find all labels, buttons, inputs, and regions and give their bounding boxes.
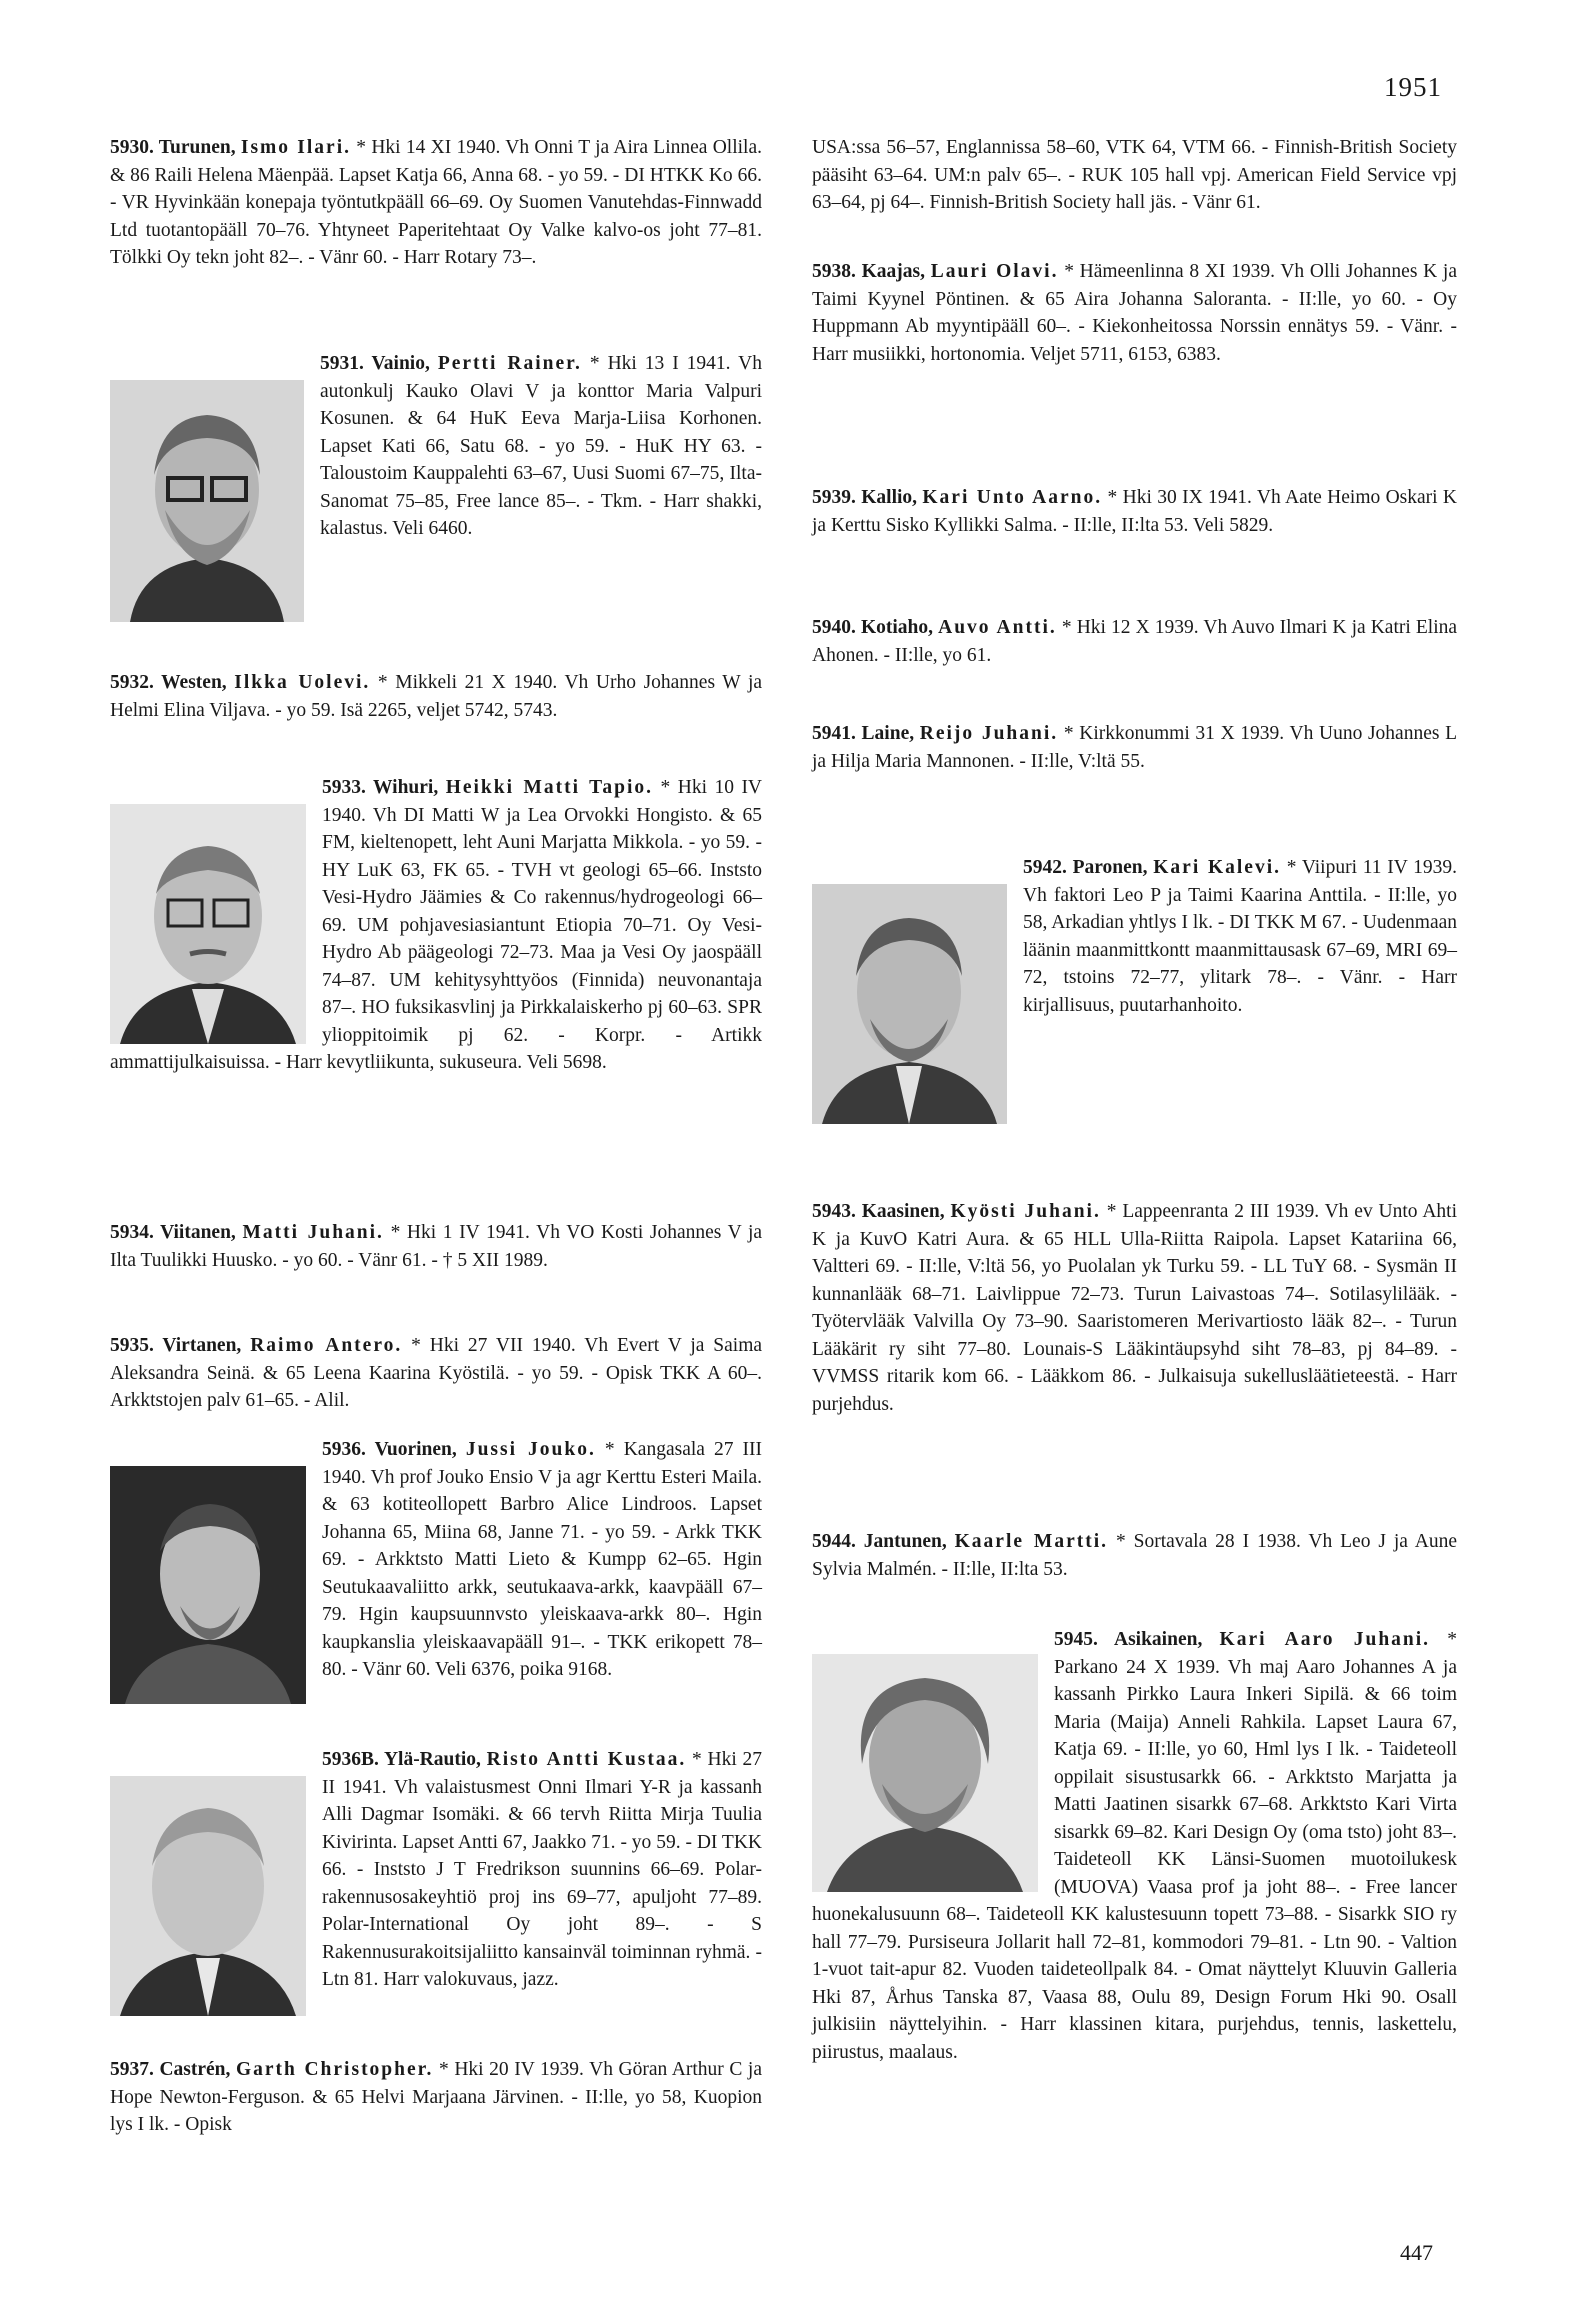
- entry-text: * Hki 14 XI 1940. Vh Onni T ja Aira Linnea Ollila. & 86 Raili Helena Mäenpää. Lapset Katja 66, Anna 68. - yo 59. - DI HTKK Ko 66. - VR Hyvinkään konepaja työntutkpääll 66–69. Oy Suomen Vanutehdas-Finnwadd Ltd tuotantopääll 70–76. Yhtyneet Paperitehtaat Oy Valke kalvo-os joht 77–81. Tölkki Oy tekn joht 82–. - Vänr 60. - Harr Rotary 73–.: [110, 137, 763, 268]
- entry-surname: Laine,: [861, 723, 915, 744]
- entry-text: * Hki 13 I 1941. Vh autonkulj Kauko Olavi V ja konttor Maria Valpuri Kosunen. & 64 HuK Eeva Marja-Liisa Korhonen. Lapset Kati 66, Satu 68. - yo 59. - HuK HY 63. - Taloustoim Kauppalehti 63–67, Uusi Suomi 67–75, Ilta-Sanomat 75–85, Free lance 85–. - Tkm. - Harr shakki, kalastus. Veli 6460.: [320, 353, 762, 539]
- portrait-photo: [812, 1654, 1038, 1892]
- entry-surname: Jantunen,: [863, 1531, 947, 1552]
- page-number: 447: [1400, 2240, 1433, 2265]
- entry-number: 5942.: [1023, 857, 1067, 878]
- entry-5944: [812, 1528, 1457, 1583]
- entry-5941: [812, 720, 1457, 775]
- entry-5937: [110, 2056, 762, 2139]
- entry-5931: [110, 350, 762, 626]
- entry-given-names: Lauri Olavi.: [930, 261, 1059, 282]
- entry-surname: Turunen,: [158, 137, 236, 158]
- entry-5936b: [110, 1746, 762, 2020]
- entry-5937-continued: [812, 134, 1457, 217]
- entry-number: 5937.: [110, 2059, 154, 2080]
- entry-surname: Vainio,: [371, 353, 430, 374]
- entry-text: * Mikkeli 21 X 1940. Vh Urho Johannes W ja Helmi Elina Viljava. - yo 59. Isä 2265, veljet 5742, 5743.: [110, 672, 763, 721]
- entry-given-names: Kaarle Martti.: [954, 1531, 1109, 1552]
- entry-text: * Hki 1 IV 1941. Vh VO Kosti Johannes V ja Ilta Tuulikki Huusko. - yo 60. - Vänr 61. - † 5 XII 1989.: [110, 1222, 763, 1271]
- entry-given-names: Heikki Matti Tapio.: [445, 777, 654, 798]
- entry-given-names: Risto Antti Kustaa.: [486, 1749, 687, 1770]
- entry-5938: [812, 258, 1457, 368]
- entry-given-names: Auvo Antti.: [938, 617, 1057, 638]
- entry-number: 5936B.: [322, 1749, 379, 1770]
- entry-surname: Ylä-Rautio,: [383, 1749, 481, 1770]
- entry-text: * Hki 27 II 1941. Vh valaistusmest Onni Ilmari Y-R ja kassanh Alli Dagmar Isomäki. & 66 tervh Riitta Mirja Tuulia Kivirinta. Lapset Antti 67, Jaakko 71. - yo 59. - DI TKK 66. - Inststo J T Fredrikson suunnins 66–69. Polar-rakennusosakeyhtiö proj ins 69–77, apuljoht 77–89. Polar-International Oy joht 89–. - S Rakennusurakoitsijaliitto kansainväl toiminnan ryhmä. - Ltn 81. Harr valokuvaus, jazz.: [322, 1749, 763, 1990]
- entry-given-names: Matti Juhani.: [242, 1222, 384, 1243]
- portrait-photo: [110, 804, 306, 1044]
- entry-text: * Kirkkonummi 31 X 1939. Vh Uuno Johannes L ja Hilja Maria Mannonen. - II:lle, V:ltä 55.: [812, 723, 1458, 772]
- entry-given-names: Ismo Ilari.: [240, 137, 352, 158]
- entry-5939: [812, 484, 1457, 539]
- entry-number: 5933.: [322, 777, 366, 798]
- entry-text: * Hki 10 IV 1940. Vh DI Matti W ja Lea Orvokki Hongisto. & 65 FM, kieltenopett, leht Auni Marjatta Mikkola. - yo 59. - HY LuK 63, FK 65. - TVH vt geologi 65–66. Inststo Vesi-Hydro Jäämies & Co rakennus/hydrogeologi 66–69. UM pohjavesiasiantunt Etiopia 70–71. Oy Vesi-Hydro Ab päägeologi 72–73. Maa ja Vesi Oy jaospääll 74–87. UM kehitysyhttyöos (Finnida) neuvonantaja 87–. HO fuksikasvlinj ja Pirkkalaiskerho pj 60–63. SPR ylioppitoimik pj 62. - Korpr. - Artikk ammattijulkaisuissa. - Harr kevytliikunta, sukuseura. Veli 5698.: [110, 777, 763, 1073]
- entry-5930: [110, 134, 762, 272]
- entry-given-names: Kari Unto Aarno.: [922, 487, 1103, 508]
- entry-text: * Hki 27 VII 1940. Vh Evert V ja Saima Aleksandra Seinä. & 65 Leena Kaarina Kyöstilä. - yo 59. - Opisk TKK A 60–. Arkktstojen palv 61–65. - Alil.: [110, 1335, 763, 1411]
- entry-surname: Westen,: [161, 672, 227, 693]
- entry-text: * Hämeenlinna 8 XI 1939. Vh Olli Johannes K ja Taimi Kyynel Pöntinen. & 65 Aira Johanna Saloranta. - II:lle, yo 60. - Oy Huppmann Ab myyntipääll 60–. - Kiekonheitossa Norssin ennätys 59. - Vänr. - Harr musiikki, hortonomia. Veljet 5711, 6153, 6383.: [812, 261, 1457, 365]
- entry-number: 5936.: [322, 1439, 366, 1460]
- entry-5932: [110, 669, 762, 724]
- entry-number: 5932.: [110, 672, 154, 693]
- entry-surname: Wihuri,: [373, 777, 439, 798]
- entry-given-names: Jussi Jouko.: [465, 1439, 596, 1460]
- portrait-photo: [110, 380, 304, 622]
- entry-number: 5940.: [812, 617, 856, 638]
- entry-surname: Kaasinen,: [861, 1201, 945, 1222]
- page-year: 1951: [1384, 72, 1442, 102]
- entry-5945: [812, 1626, 1457, 2066]
- entry-given-names: Raimo Antero.: [250, 1335, 403, 1356]
- entry-surname: Kallio,: [861, 487, 918, 508]
- entry-surname: Vuorinen,: [374, 1439, 457, 1460]
- entry-text: * Sortavala 28 I 1938. Vh Leo J ja Aune Sylvia Malmén. - II:lle, II:lta 53.: [812, 1531, 1458, 1580]
- entry-surname: Viitanen,: [160, 1222, 236, 1243]
- entry-5940: [812, 614, 1457, 669]
- entry-5936: [110, 1436, 762, 1708]
- entry-number: 5930.: [110, 137, 154, 158]
- entry-given-names: Kari Aaro Juhani.: [1219, 1629, 1431, 1650]
- entry-given-names: Ilkka Uolevi.: [234, 672, 371, 693]
- entry-given-names: Garth Christopher.: [235, 2059, 434, 2080]
- portrait-photo: [812, 884, 1007, 1124]
- entry-number: 5935.: [110, 1335, 154, 1356]
- entry-text: * Lappeenranta 2 III 1939. Vh ev Unto Ahti K ja KuvO Katri Aura. & 65 HLL Ulla-Riitta Raipola. Lapset Katariina 66, Valtteri 69. - II:lle, V:ltä 56, yo Puolalan yk Turku 59. - LL TuY 68. - Sysmän II kunnanlääk 68–71. Laivlippue 72–73. Turun Laivastoas 74–. Sotilasylilääk. - Työtervlääk Valvilla Oy 73–90. Saaristomeren Merivartiosto lääk 82–. - Turun Lääkärit ry siht 77–80. Lounais-S Lääkintäupsyhd siht 78–83, pj 84–89. - VVMSS ritarik kom 66. - Lääkkom 86. - Julkaisuja sukellusläätieteestä. - Harr purjehdus.: [812, 1201, 1458, 1415]
- entry-number: 5934.: [110, 1222, 154, 1243]
- entry-text: * Viipuri 11 IV 1939. Vh faktori Leo P ja Taimi Kaarina Anttila. - II:lle, yo 58, Arkadian yhtlys I lk. - DI TKK M 67. - Uudenmaan läänin maanmittkontt maanmittausask 67–69, MRI 69–72, tstoins 72–77, ylitark 78–. - Vänr. - Harr kirjallisuus, puutarhanhoito.: [1023, 857, 1458, 1016]
- entry-number: 5945.: [1054, 1629, 1098, 1650]
- entry-text: * Parkano 24 X 1939. Vh maj Aaro Johannes A ja kassanh Pirkko Laura Inkeri Sipilä. & 66 toim Maria (Maija) Anneli Rahkila. Lapset Laura 67, Katja 69. - II:lle, yo 60, Hml lys I lk. - Taideteoll oppilait sisustusarkk 66. - Arkktsto Marjatta ja Matti Jaatinen sisarkk 67–68. Arkktsto Kari Virta sisarkk 69–82. Kari Design Oy (oma tsto) joht 83–. Taideteoll KK Länsi-Suomen muotoilukesk (MUOVA) Vaasa prof ja joht 88–. - Free lancer huonekalusuunn 68–. Taideteoll KK kalustesuunn topett 73–88. - Sisarkk SIO ry hall 77–79. Pursiseura Jollarit hall 72–81, kommodori 79–81. - Ltn 90. - Valtion 1-vuot tait-apur 82. Vuoden taideteollpalk 84. - Omat näyttelyt Kluuvin Galleria Hki 87, Århus Tanska 87, Vaasa 88, Oulu 89, Design Forum Hki 90. Osall julkisiin näyttelyihin. - Harr klassinen kitara, purjehdus, tennis, laskettelu, piirustus, maalaus.: [812, 1629, 1457, 2063]
- entry-text: USA:ssa 56–57, Englannissa 58–60, VTK 64, VTM 66. - Finnish-British Society pääsiht 63–64. UM:n palv 65–. - RUK 105 hall vpj. American Field Service vpj 63–64, pj 64–. Finnish-British Society hall jäs. - Vänr 61.: [812, 137, 1457, 213]
- entry-5943: [812, 1198, 1457, 1418]
- entry-text: * Hki 20 IV 1939. Vh Göran Arthur C ja Hope Newton-Ferguson. & 65 Helvi Marjaana Järvinen. - II:lle, yo 58, Kuopion lys I lk. - Opisk: [110, 2059, 762, 2135]
- entry-surname: Kotiaho,: [860, 617, 934, 638]
- entry-5942: [812, 854, 1457, 1128]
- entry-number: 5943.: [812, 1201, 856, 1222]
- portrait-photo: [110, 1466, 306, 1704]
- entry-number: 5944.: [812, 1531, 856, 1552]
- entry-surname: Castrén,: [159, 2059, 231, 2080]
- entry-5935: [110, 1332, 762, 1415]
- entry-given-names: Reijo Juhani.: [919, 723, 1059, 744]
- entry-given-names: Pertti Rainer.: [437, 353, 582, 374]
- entry-number: 5931.: [320, 353, 364, 374]
- entry-text: * Hki 12 X 1939. Vh Auvo Ilmari K ja Katri Elina Ahonen. - II:lle, yo 61.: [812, 617, 1458, 666]
- entry-surname: Virtanen,: [162, 1335, 242, 1356]
- entry-number: 5939.: [812, 487, 856, 508]
- entry-surname: Kaajas,: [861, 261, 925, 282]
- entry-surname: Asikainen,: [1114, 1629, 1203, 1650]
- entry-5934: [110, 1219, 762, 1274]
- entry-given-names: Kyösti Juhani.: [950, 1201, 1101, 1222]
- entry-text: * Hki 30 IX 1941. Vh Aate Heimo Oskari K ja Kerttu Sisko Kyllikki Salma. - II:lle, II:lta 53. Veli 5829.: [812, 487, 1458, 536]
- entry-text: * Kangasala 27 III 1940. Vh prof Jouko Ensio V ja agr Kerttu Esteri Maila. & 63 kotiteollopett Barbro Alice Lindroos. Lapset Johanna 65, Miina 68, Janne 71. - yo 59. - Arkk TKK 69. - Arkktsto Matti Lieto & Kumpp 62–65. Hgin Seutukaavaliitto arkk, seutukaava-arkk, kaavpääll 67–79. Hgin kaupsuunnvsto yleiskaava-arkk 80–. Hgin kaupkanslia yleiskaavapääll 91–. - TKK erikopett 78–80. - Vänr 60. Veli 6376, poika 9168.: [322, 1439, 762, 1680]
- entry-number: 5938.: [812, 261, 856, 282]
- portrait-photo: [110, 1776, 306, 2016]
- entry-number: 5941.: [812, 723, 856, 744]
- entry-5933: [110, 774, 762, 1077]
- entry-surname: Paronen,: [1072, 857, 1148, 878]
- entry-given-names: Kari Kalevi.: [1153, 857, 1281, 878]
